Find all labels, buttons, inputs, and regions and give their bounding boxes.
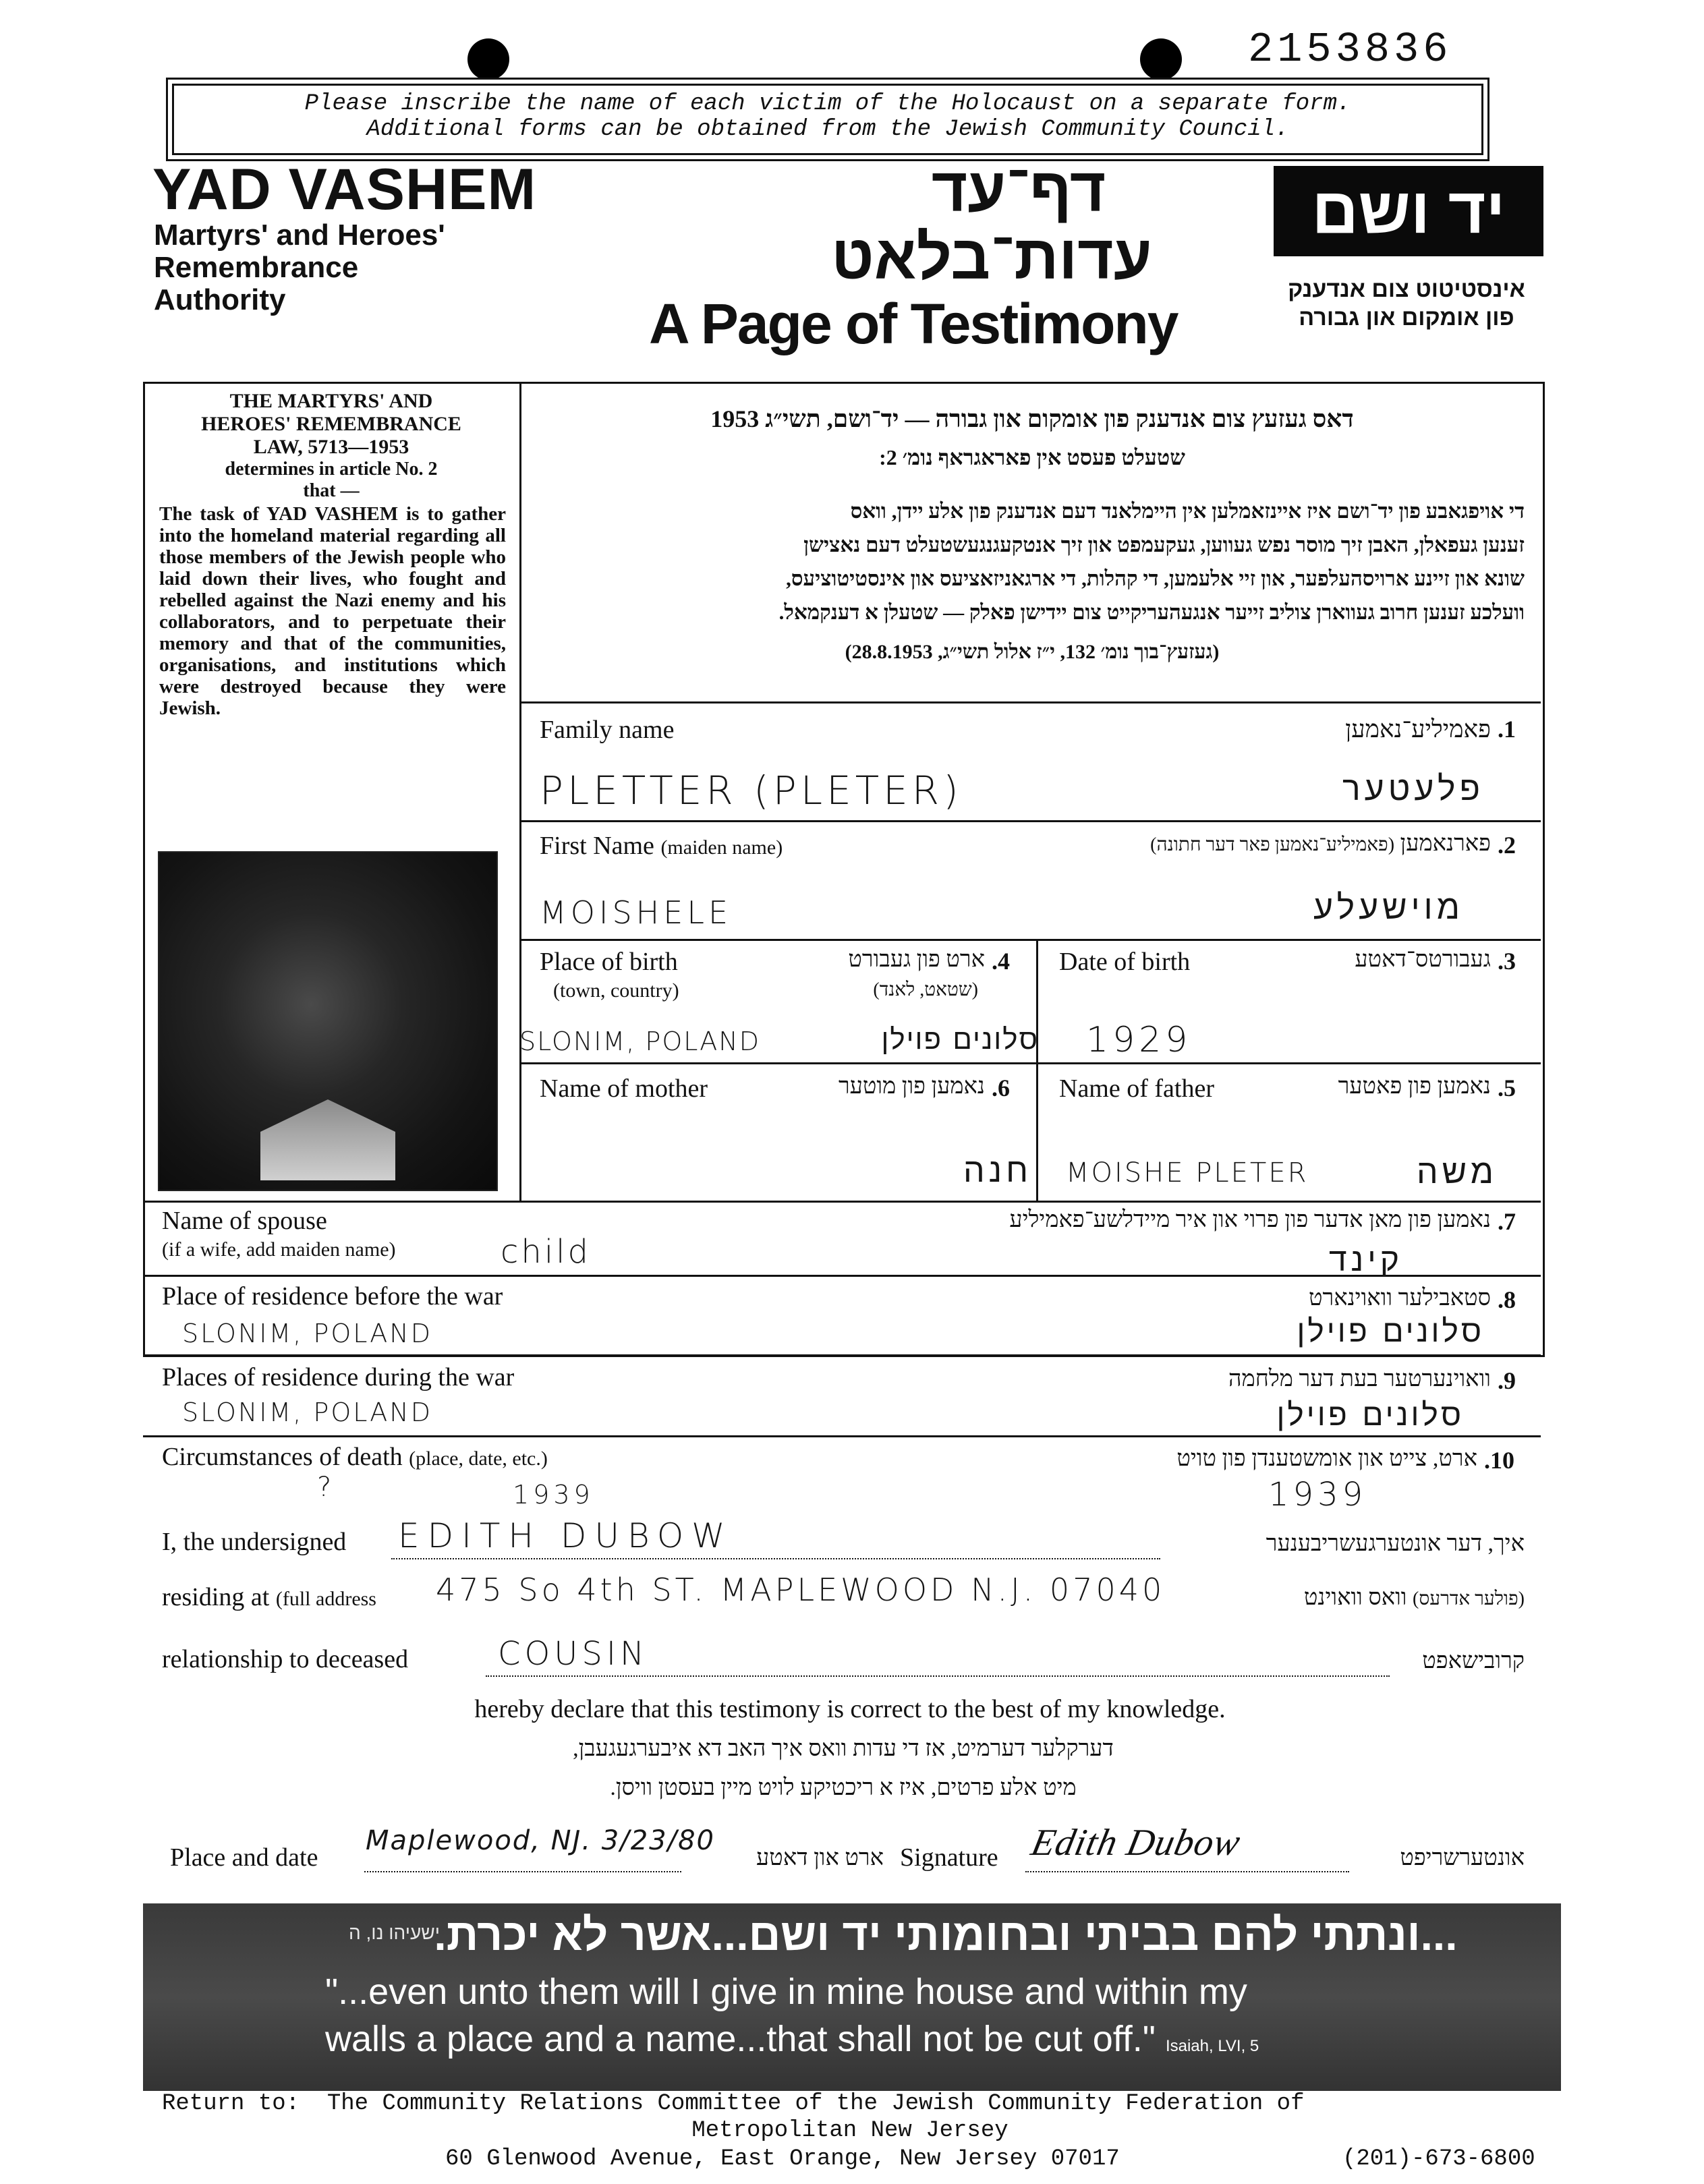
footer-line-1: Return to: The Community Relations Committee of the Jewish Community Federation of xyxy=(162,2091,1305,2117)
family-name-num: .1 xyxy=(1498,716,1516,743)
spouse-small: (if a wife, add maiden name) xyxy=(162,1238,396,1261)
spouse-value[interactable]: child xyxy=(501,1233,591,1271)
death-value-2[interactable]: 1939 xyxy=(513,1480,594,1510)
birthdate-value[interactable]: 1929 xyxy=(1086,1020,1192,1060)
residence-before-value[interactable]: SLONIM, POLAND xyxy=(182,1319,432,1348)
signature-label: Signature xyxy=(900,1843,998,1872)
spouse-heb: נאמען פון מאן אדער פון פרוי און איר מיידלשע־פאמיליע xyxy=(1009,1207,1491,1232)
mother-heb-value[interactable]: חנה xyxy=(963,1151,1032,1190)
logo-sub-2: פון אומקום און גבורה xyxy=(1299,305,1514,331)
death-label xyxy=(162,1442,548,1472)
first-name-label-small: (maiden name) xyxy=(660,836,783,859)
heb-law-2: שטעלט פעסט אין פאראגראף נומ׳ 2: xyxy=(879,445,1185,469)
birthplace-heb: ארט פון געבורט xyxy=(848,947,985,972)
first-name-num: .2 xyxy=(1498,832,1516,859)
place-date-line xyxy=(364,1871,681,1874)
declare-heb-2: מיט אלע פרטים, איז א ריכטיקע לויט מיין בעסטן וויסן. xyxy=(610,1775,1077,1800)
relationship-value[interactable]: COUSIN xyxy=(498,1635,648,1673)
heb-law-5: שונא און זיינע ארויסהעלפער, און זיי אלעמען, די קהלות, די ארגאניזאציעס און אינסטיטוציעס, xyxy=(786,567,1525,590)
page-title: A Page of Testimony xyxy=(649,292,1178,355)
residing-heb-small: (פולער אדרעס) xyxy=(1413,1588,1525,1609)
relationship-heb: קרובישאפט xyxy=(1422,1648,1525,1673)
birthplace-num: .4 xyxy=(992,948,1010,975)
heb-title-1: דף־עד xyxy=(931,156,1106,225)
first-name-label-text: First Name xyxy=(540,832,654,860)
place-date-value[interactable]: Maplewood, NJ. 3/23/80 xyxy=(366,1825,715,1856)
mother-num: .6 xyxy=(992,1074,1010,1101)
notice-line-2: Additional forms can be obtained from the Jewish Community Council. xyxy=(366,117,1289,142)
birthplace-small: (town, country) xyxy=(553,979,679,1002)
banner-en-2 xyxy=(325,2018,1259,2060)
law-body: The task of YAD VASHEM is to gather into the homeland material regarding all those members of the Jewish people who laid down their lives, who fought and rebelled against the Nazi enemy and his collaborators, and to perpetuate their memory and that of the communities, organisations, and institutions which were destroyed because they were Jewish. xyxy=(159,503,506,719)
banner-en-1: "...even unto them will I give in mine house and within my xyxy=(325,1972,1247,2012)
declare-text: hereby declare that this testimony is correct to the best of my knowledge. xyxy=(474,1695,1226,1723)
heb-law-6: וועלכע זענען חרוב געווארן צוליב זייער אנגעהעריקייט צום יידישן פאלק — שטעלן א דענקמאל. xyxy=(778,600,1525,624)
first-name-heb xyxy=(944,831,1491,857)
undersigned-label: I, the undersigned xyxy=(162,1528,347,1556)
family-name-heb-value[interactable]: פלעטער xyxy=(1342,769,1484,808)
first-name-label xyxy=(540,831,783,861)
birthplace-value[interactable]: SLONIM, POLAND xyxy=(519,1027,760,1056)
notice-line-1: Please inscribe the name of each victim of the Holocaust on a separate form. xyxy=(304,91,1351,117)
first-name-heb-small: (פאמיליע־נאמען פאר דער חתונה) xyxy=(1150,834,1395,855)
mid-divider xyxy=(1036,939,1038,1203)
heb-title-2: עדות־בלאט xyxy=(831,223,1152,292)
rule-2 xyxy=(519,820,1541,822)
residence-during-heb-value[interactable]: סלונים פוילן xyxy=(1276,1396,1464,1433)
undersigned-line xyxy=(391,1558,1160,1561)
banner-en-2-text: walls a place and a name...that shall not be cut off." xyxy=(325,2019,1156,2059)
spouse-heb-value[interactable]: קינד xyxy=(1328,1241,1403,1279)
residence-before-heb: סטאבילער וואוינארט xyxy=(1308,1286,1491,1311)
place-date-heb: ארט און דאטע xyxy=(756,1845,884,1870)
footer-line-2: Metropolitan New Jersey xyxy=(691,2118,1009,2144)
birthdate-num: .3 xyxy=(1498,948,1516,975)
heb-law-7: (געזעץ־בוך נומ׳ 132, י״ז אלול תשי״ג, 28.8.1953) xyxy=(845,641,1220,663)
rule-5 xyxy=(143,1201,1541,1203)
death-value-3[interactable]: 1939 xyxy=(1268,1476,1367,1514)
relationship-line xyxy=(486,1675,1390,1678)
first-name-heb-value[interactable]: מוישעלע xyxy=(1313,888,1464,927)
punch-hole-right xyxy=(1140,38,1182,80)
residence-before-label: Place of residence before the war xyxy=(162,1282,503,1311)
law-line-1: THE MARTYRS' AND xyxy=(229,390,433,412)
undersigned-value[interactable]: EDITH DUBOW xyxy=(398,1516,733,1555)
residing-label-small: (full address xyxy=(275,1588,376,1610)
signature-value[interactable]: Edith Dubow xyxy=(1027,1822,1245,1864)
family-name-heb: פאמיליע־נאמען xyxy=(1345,716,1491,743)
org-sub-1: Martyrs' and Heroes' xyxy=(154,219,445,252)
family-name-value[interactable]: PLETTER (PLETER) xyxy=(540,768,963,813)
spouse-label: Name of spouse xyxy=(162,1207,327,1235)
residence-during-value[interactable]: SLONIM, POLAND xyxy=(182,1398,432,1427)
rule-1 xyxy=(519,701,1541,703)
birthdate-label: Date of birth xyxy=(1059,948,1191,976)
rule-8 xyxy=(143,1435,1541,1437)
residing-heb-text: וואס וואוינט xyxy=(1303,1585,1407,1610)
residence-before-num: .8 xyxy=(1498,1286,1516,1313)
residing-heb xyxy=(1208,1585,1525,1611)
signature-heb: אונטערשריפט xyxy=(1400,1845,1525,1870)
rule-7 xyxy=(143,1354,1541,1356)
family-name-label: Family name xyxy=(540,716,675,744)
logo-sub-1: אינסטיטוט צום אנדענק xyxy=(1288,277,1525,302)
residing-value[interactable]: 475 So 4th ST. MAPLEWOOD N.J. 07040 xyxy=(436,1572,1166,1608)
death-label-text: Circumstances of death xyxy=(162,1443,403,1471)
heb-law-3: די אויפגאבע פון יד־ושם איז איינזאמלען אין היימלאנד דעם אנדענק פון אלע יידן, וואס xyxy=(850,499,1525,523)
residence-during-num: .9 xyxy=(1498,1367,1516,1394)
first-name-value[interactable]: MOISHELE xyxy=(540,894,733,931)
law-line-5: that — xyxy=(303,480,360,501)
mother-heb: נאמען פון מוטער xyxy=(838,1074,985,1099)
rule-4 xyxy=(519,1062,1541,1064)
father-num: .5 xyxy=(1498,1074,1516,1101)
footer-phone: (201)-673-6800 xyxy=(1342,2146,1535,2172)
law-column-divider xyxy=(519,383,521,1203)
death-heb: ארט, צייט און אומשטענדן פון טויט xyxy=(1176,1446,1477,1471)
birthdate-heb: געבורטס־דאטע xyxy=(1355,947,1491,972)
residence-before-heb-value[interactable]: סלונים פוילן xyxy=(1297,1313,1484,1349)
death-label-small: (place, date, etc.) xyxy=(409,1447,548,1470)
footer-line-3: 60 Glenwood Avenue, East Orange, New Jersey 07017 xyxy=(445,2146,1120,2172)
heb-law-1: דאס געזעץ צום אנדענק פון אומקום און גבורה — יד־ושם, תשי״ג 1953 xyxy=(710,405,1354,432)
birthplace-heb-small: (שטאט, לאנד) xyxy=(873,979,978,1000)
form-number: 2153836 xyxy=(1248,26,1452,74)
declare-heb-1: דערקלער דערמיט, אז די עדות וואס איך האב דא איבערגעגעבן, xyxy=(573,1736,1114,1761)
heb-law-4: זענען געפאלן, האבן זיך מוסר נפש געווען, געקעמפט און זיך אנטקעגנגעשטעלט דעם נאצישן xyxy=(803,533,1525,556)
banner-heb: ...ונתתי להם בביתי ובחומותי יד ושם...אשר לא יכרת. xyxy=(434,1909,1458,1959)
birthplace-heb-value[interactable]: סלונים פוילן xyxy=(881,1023,1039,1056)
law-line-2: HEROES' REMEMBRANCE xyxy=(201,413,461,435)
residing-label xyxy=(162,1582,376,1612)
law-line-4: determines in article No. 2 xyxy=(225,459,438,480)
signature-line xyxy=(1025,1871,1349,1874)
residence-during-label: Places of residence during the war xyxy=(162,1363,515,1391)
law-line-3: LAW, 5713—1953 xyxy=(253,436,409,458)
org-sub-2: Remembrance xyxy=(154,251,359,284)
residing-label-text: residing at xyxy=(162,1583,270,1611)
punch-hole-left xyxy=(467,38,509,80)
first-name-heb-text: פארנאמען xyxy=(1400,831,1491,856)
scripture-banner xyxy=(143,1903,1561,2091)
spouse-num: .7 xyxy=(1498,1208,1516,1235)
father-heb-value[interactable]: משה xyxy=(1416,1152,1498,1191)
birthplace-label: Place of birth xyxy=(540,948,678,976)
logo-block: יד ושם xyxy=(1274,166,1543,256)
death-num: .10 xyxy=(1484,1447,1514,1474)
banner-heb-ref: ישעיהו נו, ה xyxy=(349,1922,440,1943)
org-sub-3: Authority xyxy=(154,283,286,316)
place-date-label: Place and date xyxy=(170,1843,318,1872)
father-value[interactable]: MOISHE PLETER xyxy=(1066,1157,1309,1188)
rule-3 xyxy=(519,939,1541,941)
victim-photo xyxy=(152,843,503,1201)
father-label: Name of father xyxy=(1059,1074,1214,1103)
banner-en-ref: Isaiah, LVI, 5 xyxy=(1165,2037,1259,2055)
death-value[interactable]: ? xyxy=(317,1472,336,1503)
notice-box xyxy=(172,84,1483,155)
father-heb: נאמען פון פאטער xyxy=(1338,1074,1491,1099)
mother-label: Name of mother xyxy=(540,1074,708,1103)
relationship-label: relationship to deceased xyxy=(162,1645,409,1673)
org-name: YAD VASHEM xyxy=(152,157,537,222)
residence-during-heb: וואוינערטער בעת דער מלחמה xyxy=(1228,1367,1491,1391)
undersigned-heb: איך, דער אונטערגעשריבענער xyxy=(1266,1531,1525,1556)
